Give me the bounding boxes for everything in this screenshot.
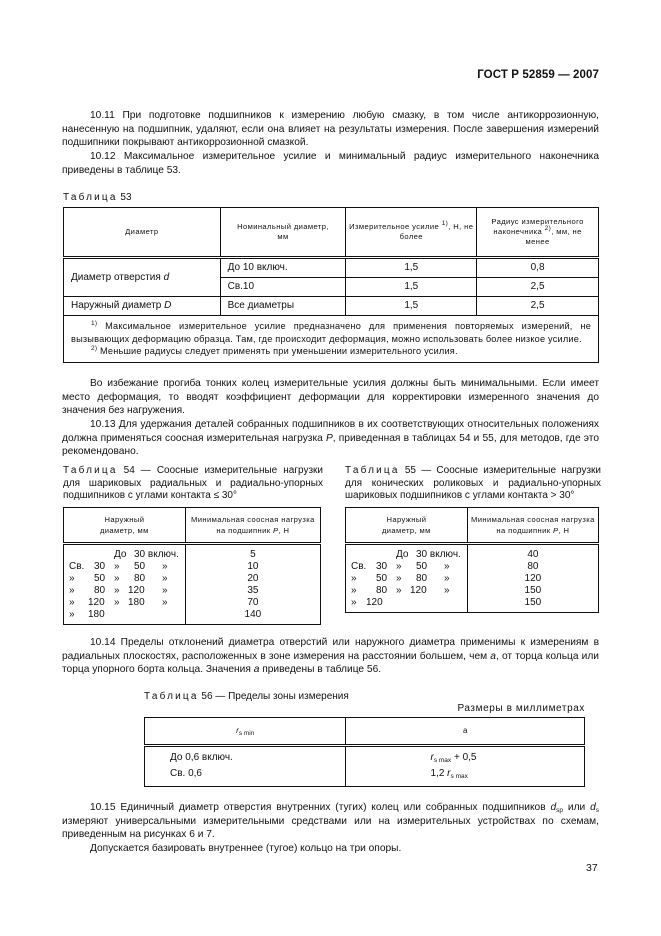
caption-text: 55 — Соосные измерительные нагрузки для конических роликовых и радиально-упорных шариковых подшипников с углами контакта > 30° [345,465,601,502]
table-54 [63,507,321,625]
range-suffix: » [444,573,450,584]
cell-group [64,258,221,297]
cell-load: 120 [467,573,598,585]
range-prefix: » [351,597,357,608]
table-56-caption [144,691,349,704]
range-prefix: » [69,585,75,596]
header-text: Минимальная соосная нагрузка на подшипник [191,515,315,535]
range-prefix: » [351,573,357,584]
header-text: , Н [558,526,570,535]
table-header-row [346,508,599,544]
paragraph-text: 10.11 При подготовке подшипников к измерению любую смазку, в том числе антикоррозионную, нанесенную на подшипник, удаляют, если она влияет на результаты измерения. После завершения измерений подшипники покрывают антикоррозионной смазкой. [62,110,599,148]
paragraph-text: приведены в таблице 56. [259,664,382,675]
cell-radius: 2,5 [477,297,599,316]
cell-text: Диаметр отверстия [71,271,164,283]
table-56 [144,717,585,787]
table-header-row [145,718,585,746]
cell-range [346,597,468,613]
header-load [467,508,598,544]
cell-a [346,746,585,767]
footnote-mark: 2) [91,345,98,352]
variable: D [164,300,172,312]
range-to: 80 [416,573,428,584]
range-to: 50 [134,561,146,572]
caption-word: Таблица [144,691,199,702]
table-row [64,544,321,562]
paragraph-10-15 [62,801,599,842]
range-from: 30 [94,561,106,572]
variable: r [236,726,239,736]
range-sep: » [396,561,402,572]
table-notes [64,316,599,363]
range-to: 30 включ. [416,549,461,560]
range-sep: » [114,585,120,596]
cell-range [64,561,186,573]
table-row [145,746,585,767]
cell-a [346,766,585,787]
paragraph-10-12 [62,150,599,177]
cell-range [346,544,468,562]
cell-range [64,544,186,562]
cell-range [64,585,186,597]
subscript: s [595,807,599,814]
paragraph-10-13 [62,418,599,459]
range-from: 120 [366,597,383,608]
variable: r [430,752,434,763]
cell-load: 35 [185,585,320,597]
paragraph-support [62,842,599,856]
cell-load: 20 [185,573,320,585]
paragraph-text: 10.14 Пределы отклонений диаметра отверстий или наружного диаметра применимы к измерениям в радиальных плоскостях, расположенных в зоне измерения на расстоянии большем, чем [62,637,599,662]
range-to: 180 [128,597,145,608]
caption-word: Таблица [345,465,400,476]
header-diameter: Наружный диаметр, мм [346,508,468,544]
paragraph-10-11 [62,109,599,150]
cell-force: 1,5 [346,258,477,278]
range-prefix: Св. [351,561,367,572]
header-force [346,208,477,258]
cell-range [346,561,468,573]
range-sep: » [396,585,402,596]
cell-text: Наружный диаметр [71,300,165,312]
range-sep: До [114,549,127,560]
range-to: 120 [128,585,145,596]
range-suffix: » [162,585,168,596]
table-row [346,561,599,573]
table-header-row [64,508,321,544]
cell-range [64,573,186,585]
variable: P [325,432,333,444]
variable: d [590,802,596,813]
table-row [64,561,321,573]
range-from: 120 [88,597,105,608]
table-notes-row [64,316,599,363]
header-text: , Н, не более [399,222,474,241]
table-row [346,544,599,562]
range-from: 30 [376,561,388,572]
caption-number: 53 [120,192,132,203]
cell-nominal: До 10 включ. [220,258,346,278]
caption-text: 56 — Пределы зоны измерения [198,691,349,702]
header-nominal: Номинальный диаметр, мм [220,208,346,258]
header-diameter: Диаметр [64,208,221,258]
table-row [64,297,599,316]
range-to: 80 [134,573,146,584]
cell-load: 40 [467,544,598,562]
variable: a [490,650,496,662]
cell-group [64,297,221,316]
range-sep: До [396,549,409,560]
table-row [346,585,599,597]
header-radius [477,208,599,258]
cell-load: 150 [467,585,598,597]
cell-rs-min: До 0,6 включ. [145,746,346,767]
cell-force: 1,5 [346,278,477,297]
variable: a [253,664,260,675]
cell-range [346,573,468,585]
range-from: 180 [88,609,105,620]
footnote-text: Максимальное измерительное усилие предназначено для применения повторяемых измерений, не вызывающих деформацию образца. Там, где происходит деформация, можно использовать более низкое усилие. [71,321,591,344]
header-diameter: Наружный диаметр, мм [64,508,186,544]
cell-load: 80 [467,561,598,573]
range-suffix: » [444,561,450,572]
range-prefix: » [351,585,357,596]
cell-range [64,609,186,625]
range-from: 50 [376,573,388,584]
range-prefix: » [69,609,75,620]
range-sep: » [396,573,402,584]
paragraph-text: 10.13 Для удержания деталей собранных подшипников в их соответствующих относительных положениях должна применяться соосная измерительная нагрузка [62,419,599,444]
table-54-caption [63,465,323,503]
range-suffix: » [444,585,450,596]
header-load [185,508,320,544]
header-text: , Н [278,526,290,535]
table-53 [63,207,599,363]
table-56-units: Размеры в миллиметрах [457,703,585,714]
document-code: ГОСТ Р 52859 — 2007 [477,69,599,81]
cell-load: 5 [185,544,320,562]
cell-load: 10 [185,561,320,573]
footnote-text: Меньшие радиусы следует применять при уменьшении измерительного усилия. [97,346,458,356]
range-from: 80 [376,585,388,596]
page-number: 37 [586,862,598,874]
range-sep: » [114,597,120,608]
subscript: s max [450,773,468,780]
paragraph-text: измеряют универсальными измерительными средствами или на измерительных устройствах по схемам, приведенным на рисунках 6 и 7. [62,815,599,840]
header-rs-min [145,718,346,746]
subscript: s min [238,730,255,738]
range-suffix: » [162,561,168,572]
footnote-mark: 2) [544,225,552,232]
table-header-row [64,208,599,258]
cell-force: 1,5 [346,297,477,316]
range-to: 30 включ. [134,549,179,560]
range-prefix: » [69,573,75,584]
caption-word: Таблица [63,192,118,203]
range-sep: » [114,573,120,584]
range-sep: » [114,561,120,572]
subscript: s max [433,757,452,764]
table-53-caption [63,192,132,205]
cell-nominal: Все диаметры [220,297,346,316]
range-prefix: Св. [69,561,85,572]
cell-range [64,597,186,609]
paragraph-text: Допускается базировать внутреннее (тугое) кольцо на три опоры. [90,843,402,854]
table-row [64,585,321,597]
cell-load: 140 [185,609,320,625]
header-a: a [346,718,585,746]
table-row [64,597,321,609]
cell-rs-min: Св. 0,6 [145,766,346,787]
cell-radius: 0,8 [477,258,599,278]
table-row [64,573,321,585]
header-text: Минимальная соосная нагрузка на подшипник [471,515,595,535]
paragraph-deformation [62,377,599,418]
paragraph-text: или [563,802,591,813]
table-55-caption [345,465,601,503]
cell-range [346,585,468,597]
footnote-1 [71,320,591,345]
range-suffix: » [162,573,168,584]
range-from: 80 [94,585,106,596]
footnote-2 [71,345,591,358]
caption-text: 54 — Соосные измерительные нагрузки для шариковых радиальных и радиально-упорных подшипников с углами контакта ≤ 30° [63,465,323,502]
range-from: 50 [94,573,106,584]
paragraph-10-14 [62,636,599,677]
header-text: Радиус измерительного наконечника [491,217,584,236]
footnote-mark: 1) [91,320,98,327]
variable: d [163,271,170,283]
variable: P [553,526,559,535]
range-prefix: » [69,597,75,608]
paragraph-text: 10.15 Единичный диаметр отверстия внутренних (тугих) колец или собранных подшипников [90,802,551,813]
footnote-mark: 1) [441,220,449,227]
table-row [346,597,599,613]
cell-load: 150 [467,597,598,613]
table-55 [345,507,599,613]
paragraph-text: Во избежание прогиба тонких колец измерительные усилия должны быть минимальными. Если имеет место деформация, то вводят коэффициент деформации для корректировки измеренного значения до значения без нагружения. [62,378,599,416]
paragraph-text: 10.12 Максимальное измерительное усилие и минимальный радиус измерительного наконечника приведены в таблице 53. [62,151,599,176]
variable: r [447,768,451,779]
table-row [64,258,599,278]
range-to: 120 [410,585,427,596]
range-suffix: » [162,597,168,608]
table-row [145,766,585,787]
cell-load: 70 [185,597,320,609]
header-text: , мм, не менее [525,227,582,246]
range-to: 50 [416,561,428,572]
cell-nominal: Св.10 [220,278,346,297]
table-row [64,609,321,625]
paragraph-text: , приведенная в таблицах 54 и 55, для методов, где это рекомендовано. [62,432,599,457]
caption-word: Таблица [63,465,118,476]
cell-text: + 0,5 [451,752,477,763]
table-row [346,573,599,585]
cell-radius: 2,5 [477,278,599,297]
subscript: sp [556,807,564,814]
variable: d [550,802,557,813]
cell-text: 1,2 [430,768,448,779]
variable: P [273,526,279,535]
header-text: Измерительное усилие [349,222,440,231]
paragraph-text: , от торца кольца или торца упорного борта кольца. Значения [62,650,599,675]
